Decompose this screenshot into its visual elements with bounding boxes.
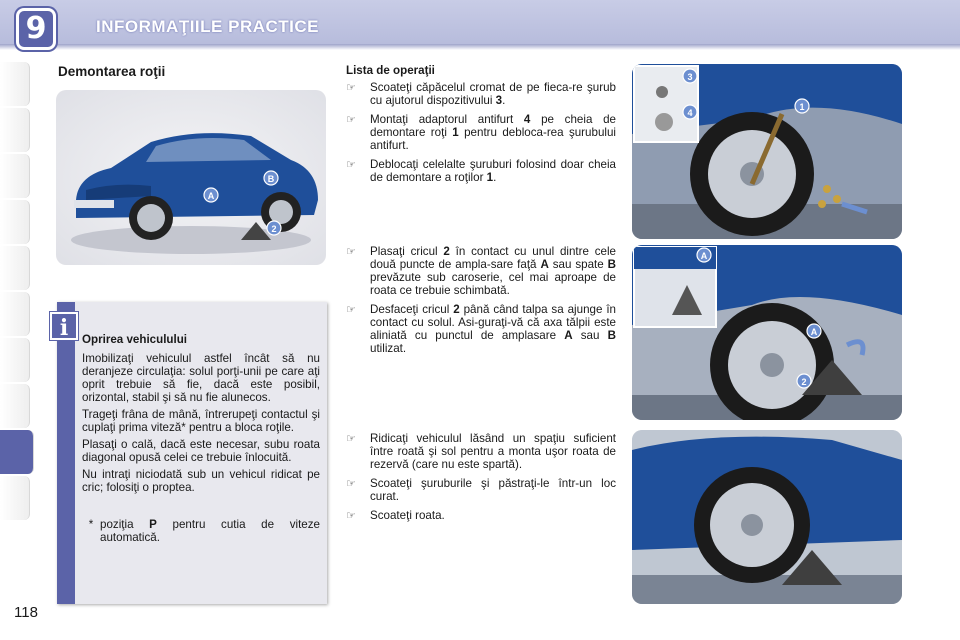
info-icon: i [50,312,78,340]
hand-pointer-icon: ☞ [346,509,356,522]
car-illustration [56,90,326,265]
list-item: ☞ Scoateţi căpăcelul cromat de pe fieca-re şurub cu ajutorul dispozitivului 3. [346,81,616,107]
chapter-tab[interactable] [0,292,30,336]
list-item: ☞ Deblocaţi celelalte şuruburi folosind doar cheia de demontare a roţilor 1. [346,158,616,184]
label-3: 3 [687,72,693,82]
label-2: 2 [801,377,807,387]
chapter-tabs [0,62,34,522]
chapter-tab[interactable] [0,154,30,198]
info-paragraph: Nu intraţi niciodată sub un vehicul ridicat pe cric; folosiţi o proptea. [82,468,320,494]
chapter-tab[interactable] [0,62,30,106]
chapter-tab-active[interactable] [0,430,34,474]
photo-car-lifted [632,430,902,604]
operations-group-2 [346,245,616,361]
page-header [0,0,960,48]
footnote-star: * [88,518,94,531]
chapter-tab[interactable] [0,200,30,244]
info-paragraph: Plasaţi o cală, dacă este necesar, subu roata diagonal opusă celei ce trebuie înlocuită. [82,438,320,464]
chapter-badge: 9 [16,8,56,50]
info-content [82,333,320,544]
info-footnote [82,518,320,544]
label-a: A [207,191,215,201]
hand-pointer-icon: ☞ [346,158,356,171]
operations-group-3 [346,432,616,528]
chapter-tab[interactable] [0,108,30,152]
label-1: 1 [799,102,805,112]
footnote-text: poziţia [100,518,134,531]
list-item: ☞ Scoateţi şuruburile şi păstraţi-le într-un loc curat. [346,477,616,503]
list-item: ☞ Desfaceţi cricul 2 până când talpa sa ajunge în contact cu solul. Asi-guraţi-vă că axa tălpii este aliniată cu punctul de amplasare A sau B utilizat. [346,303,616,355]
list-item: ☞ Scoateţi roata. [346,509,445,522]
page-number: 118 [14,604,38,621]
label-b: B [267,174,275,184]
operations-group-1 [346,64,616,190]
hand-pointer-icon: ☞ [346,113,356,126]
list-item: ☞ Ridicaţi vehiculul lăsând un spaţiu suficient între roată şi sol pentru a monta uşor roata de rezervă (care nu este spartă). [346,432,616,471]
hand-pointer-icon: ☞ [346,477,356,490]
footnote-bold: P [149,518,157,531]
chapter-title: INFORMAŢIILE PRACTICE [96,17,319,36]
header-divider [0,44,960,50]
photo-wheel-bolts [632,64,902,239]
label-a: A [810,327,818,337]
list-item: ☞ Montaţi adaptorul antifurt 4 pe cheia de demontare roţi 1 pentru debloca-rea şurubului antifurt. [346,113,616,152]
hand-pointer-icon: ☞ [346,303,356,316]
label-4: 4 [687,108,693,118]
footnote-text: pentru cutia de viteze automatică. [100,518,320,544]
chapter-tab[interactable] [0,246,30,290]
hand-pointer-icon: ☞ [346,432,356,445]
photo-jack-placement [632,245,902,420]
chapter-tab[interactable] [0,338,30,382]
list-item: ☞ Plasaţi cricul 2 în contact cu unul dintre cele două puncte de ampla-sare faţă A sau spate B prevăzute sub caroserie, cel mai aproape de roata ce trebuie schimbată. [346,245,617,297]
hand-pointer-icon: ☞ [346,81,356,94]
info-paragraph: Trageţi frâna de mână, întrerupeţi contactul şi cuplaţi prima viteză* pentru a bloca roţile. [82,408,320,434]
info-paragraph: Imobilizaţi vehiculul astfel încât să nu deranjeze circulaţia: solul porţi-unii pe care aţi oprit trebuie să fie, dacă este posibil, orizontal, stabil şi să nu fie alunecos. [82,352,320,404]
section-title: Demontarea roţii [58,64,166,79]
label-jack: 2 [271,224,277,234]
chapter-tab[interactable] [0,476,30,520]
chapter-tab[interactable] [0,384,30,428]
label-a: A [700,251,708,261]
operations-title: Lista de operaţii [346,64,435,77]
hand-pointer-icon: ☞ [346,245,356,258]
info-title: Oprirea vehiculului [82,333,188,346]
